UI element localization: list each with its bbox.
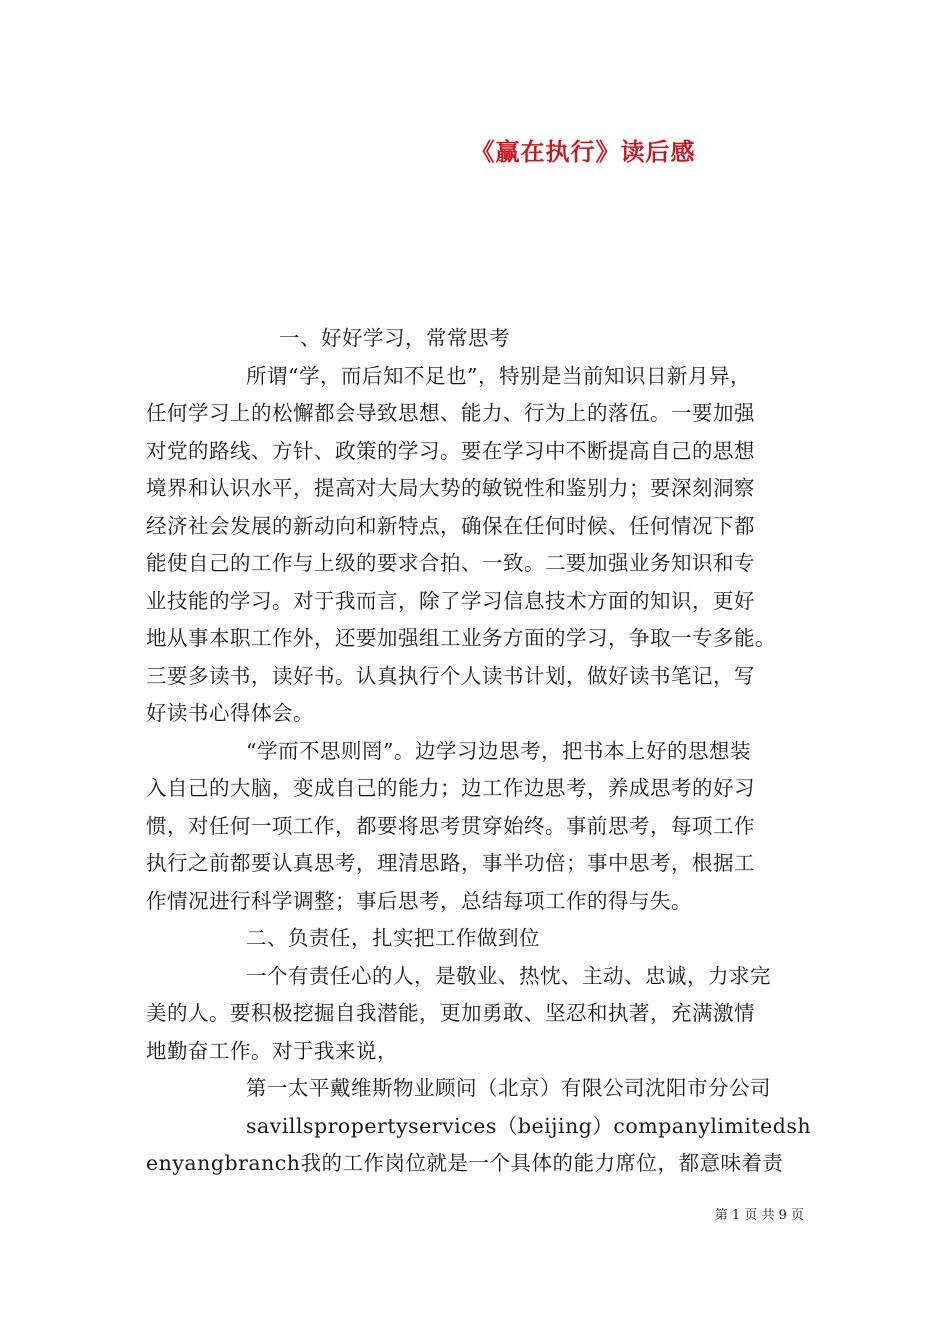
- paragraph-line: 美的人。要积极挖掘自我潜能，更加勇敢、坚忍和执著，充满激情: [146, 1001, 755, 1025]
- paragraph-line: 第一太平戴维斯物业顾问（北京）有限公司沈阳市分公司: [246, 1076, 771, 1100]
- paragraph-line: 作情况进行科学调整；事后思考，总结每项工作的得与失。: [146, 888, 692, 913]
- paragraph-line: 经济社会发展的新动向和新特点，确保在任何时候、任何情况下都: [146, 513, 755, 538]
- paragraph-line: 入自己的大脑，变成自己的能力；边工作边思考，养成思考的好习: [146, 776, 755, 800]
- paragraph-line: 执行之前都要认真思考，理清思路，事半功倍；事中思考，根据工: [146, 851, 755, 875]
- paragraph-line: 业技能的学习。对于我而言，除了学习信息技术方面的知识，更好: [146, 588, 755, 613]
- paragraph-line: 任何学习上的松懈都会导致思想、能力、行为上的落伍。一要加强: [146, 401, 755, 425]
- paragraph-line: 地从事本职工作外，还要加强组工业务方面的学习，争取一专多能。: [146, 626, 776, 650]
- paragraph-line: 一个有责任心的人，是敬业、热忱、主动、忠诚，力求完: [246, 963, 771, 988]
- paragraph-line: 三要多读书，读好书。认真执行个人读书计划，做好读书笔记，写: [146, 663, 755, 688]
- paragraph-line: 好读书心得体会。: [146, 701, 314, 725]
- document-body: [146, 320, 812, 1183]
- paragraph-line: 对党的路线、方针、政策的学习。要在学习中不断提高自己的思想: [146, 438, 755, 463]
- paragraph-line: 能使自己的工作与上级的要求合拍、一致。二要加强业务知识和专: [146, 551, 755, 575]
- paragraph-line: savillspropertyservices（beijing）companylimitedsh: [246, 1113, 812, 1138]
- paragraph-line: 境界和认识水平，提高对大局大势的敏锐性和鉴别力；要深刻洞察: [146, 476, 755, 500]
- paragraph-line: enyangbranch我的工作岗位就是一个具体的能力席位，都意味着责: [146, 1151, 784, 1175]
- paragraph-line: 所谓“学，而后知不足也”，特别是当前知识日新月异，: [246, 363, 751, 388]
- paragraph-line: 惯，对任何一项工作，都要将思考贯穿始终。事前思考，每项工作: [146, 813, 755, 838]
- section-heading: 二、负责任，扎实把工作做到位: [246, 926, 540, 950]
- page-number: 第 1 页 共 9 页: [714, 1208, 804, 1223]
- section-heading: 一、好好学习，常常思考: [279, 326, 510, 350]
- paragraph-line: “学而不思则罔”。边学习边思考，把书本上好的思想装: [246, 738, 751, 763]
- document-title: 《赢在执行》读后感: [470, 138, 696, 166]
- paragraph-line: 地勤奋工作。对于我来说，: [146, 1038, 398, 1063]
